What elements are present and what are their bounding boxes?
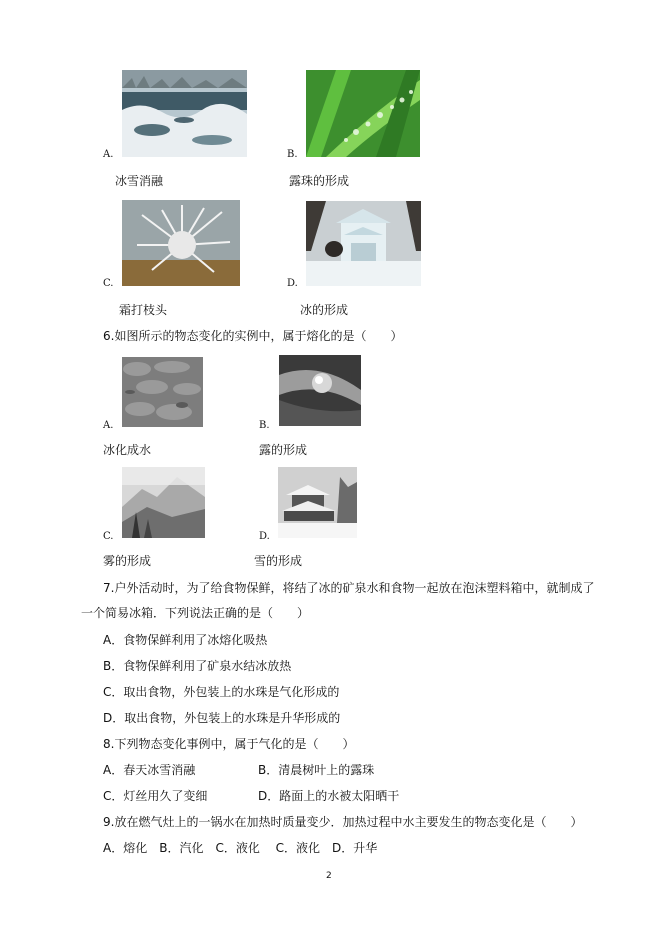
- q5-option-a-letter: A.: [103, 149, 114, 160]
- q5-option-b-caption: 露珠的形成: [289, 174, 350, 188]
- q7-stem-line2: 一个简易冰箱．下列说法正确的是（ ）: [81, 606, 310, 620]
- q5-option-b-letter: B.: [287, 149, 298, 160]
- q6-option-c-letter: C.: [103, 531, 114, 542]
- photo-frost-on-branches: [122, 200, 240, 286]
- photo-ice-melting: [122, 357, 203, 427]
- q5-option-a-caption: 冰雪消融: [115, 174, 164, 188]
- photo-melting-snow: [122, 70, 247, 157]
- q7-option-b: B．食物保鲜利用了矿泉水结冰放热: [103, 659, 292, 673]
- q6-stem: 6.如图所示的物态变化的实例中，属于熔化的是（ ）: [103, 329, 403, 343]
- q5-option-c-letter: C.: [103, 278, 114, 289]
- q7-stem-line1: 7.户外活动时，为了给食物保鲜，将结了冰的矿泉水和食物一起放在泡沫塑料箱中，就制成了: [103, 581, 595, 595]
- q8-option-a: A．春天冰雪消融: [103, 763, 196, 777]
- q6-option-b-letter: B.: [259, 420, 270, 431]
- q6-option-a-caption: 冰化成水: [103, 443, 152, 457]
- q6-option-d-caption: 雪的形成: [254, 554, 303, 568]
- photo-snow-temple: [278, 467, 357, 538]
- q6-option-d-letter: D.: [259, 531, 270, 542]
- photo-dew-on-leaf: [306, 70, 420, 157]
- q5-option-d-letter: D.: [287, 278, 298, 289]
- q8-option-b: B．清晨树叶上的露珠: [258, 763, 375, 777]
- photo-dew-drop: [279, 355, 361, 426]
- photo-fog: [122, 467, 205, 538]
- q7-option-a: A．食物保鲜利用了冰熔化吸热: [103, 633, 268, 647]
- q8-option-d: D．路面上的水被太阳晒干: [258, 789, 400, 803]
- q5-option-c-caption: 霜打枝头: [119, 303, 168, 317]
- q8-option-c: C．灯丝用久了变细: [103, 789, 208, 803]
- page-number: 2: [326, 871, 332, 881]
- q8-stem: 8.下列物态变化事例中，属于气化的是（ ）: [103, 737, 355, 751]
- q5-option-d-caption: 冰的形成: [300, 303, 349, 317]
- q9-stem: 9.放在燃气灶上的一锅水在加热时质量变少．加热过程中水主要发生的物态变化是（ ）: [103, 815, 583, 829]
- q7-option-c: C．取出食物，外包装上的水珠是气化形成的: [103, 685, 340, 699]
- photo-ice-sculpture: [306, 201, 421, 286]
- q6-option-b-caption: 露的形成: [259, 443, 308, 457]
- q7-option-d: D．取出食物，外包装上的水珠是升华形成的: [103, 711, 341, 725]
- q6-option-a-letter: A.: [103, 420, 114, 431]
- q6-option-c-caption: 雾的形成: [103, 554, 152, 568]
- q9-options: A．熔化 B．汽化 C．液化 C．液化 D．升华: [103, 841, 378, 855]
